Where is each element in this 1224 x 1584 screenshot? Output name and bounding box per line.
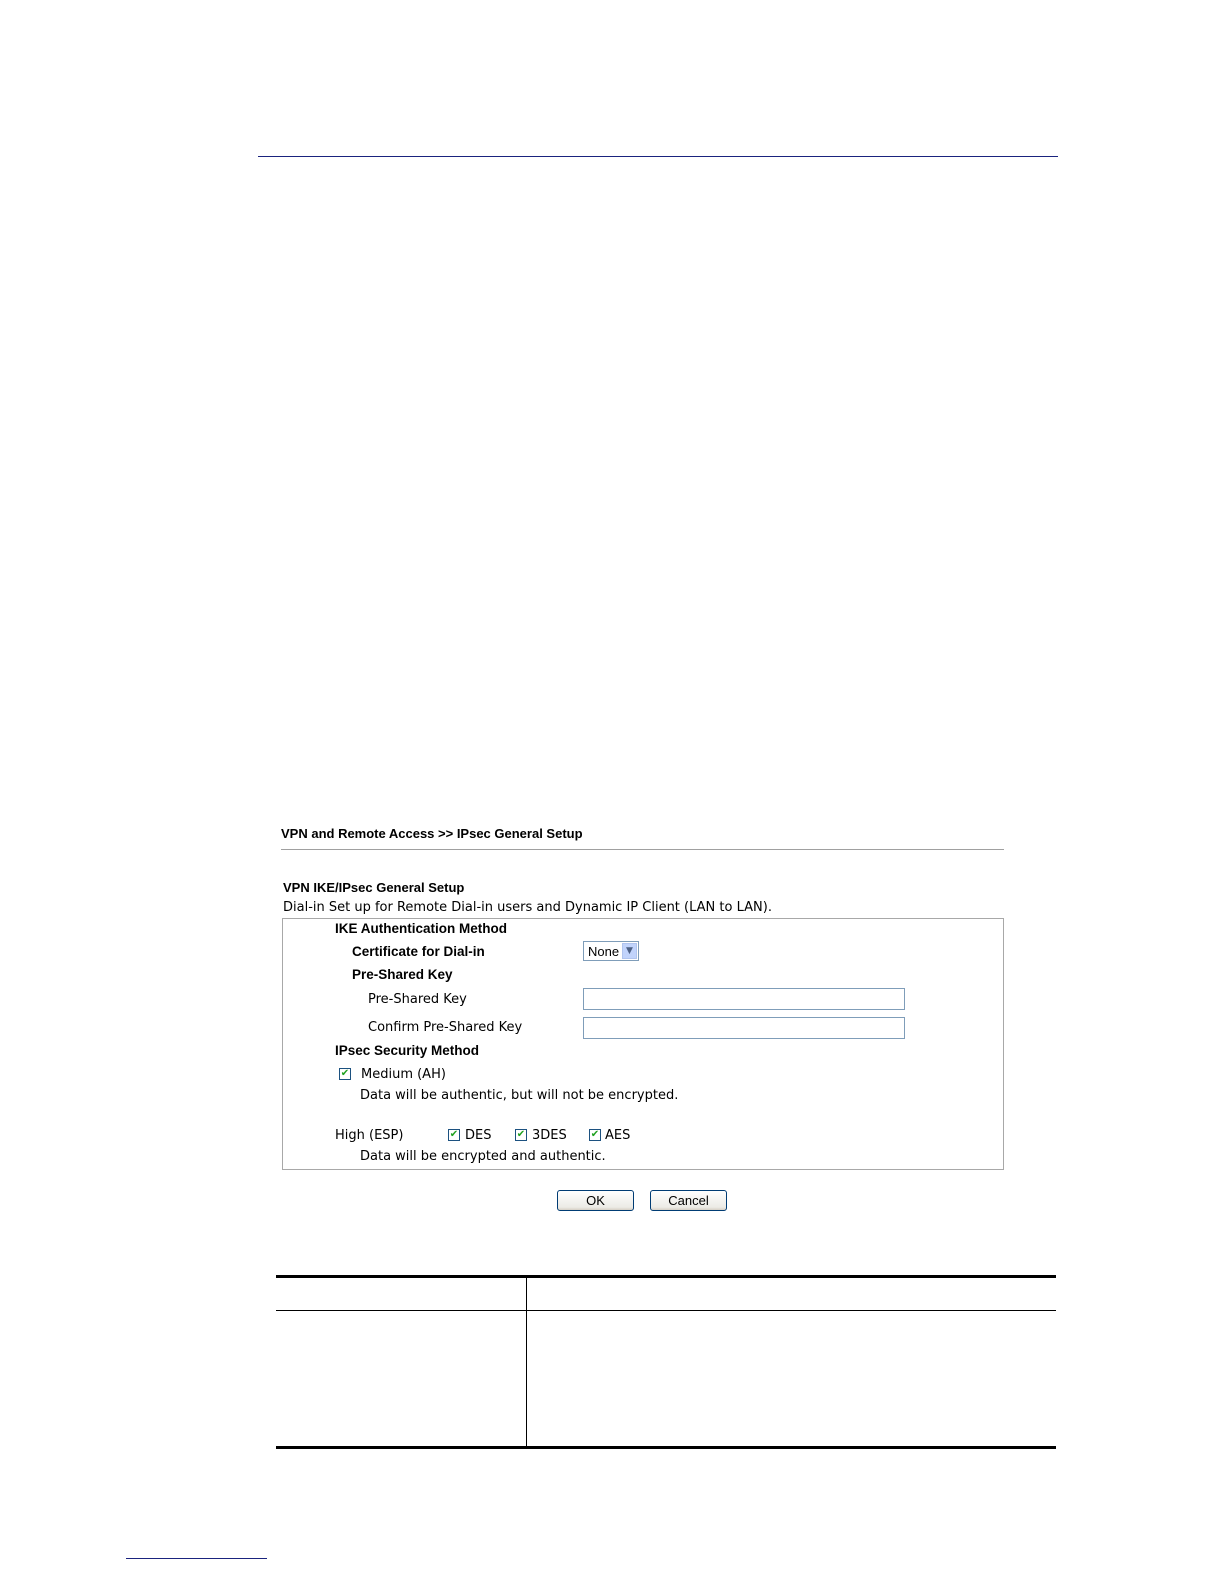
psk-heading: Pre-Shared Key	[352, 967, 453, 982]
3des-label: 3DES	[532, 1128, 567, 1143]
des-checkbox[interactable]	[448, 1129, 460, 1141]
3des-checkbox[interactable]	[515, 1129, 527, 1141]
medium-ah-label: Medium (AH)	[361, 1067, 446, 1082]
medium-ah-checkbox[interactable]	[339, 1068, 351, 1080]
ike-auth-heading: IKE Authentication Method	[335, 921, 507, 936]
table-top-rule	[276, 1275, 1056, 1278]
section-description: Dial-in Set up for Remote Dial-in users and Dynamic IP Client (LAN to LAN).	[283, 900, 772, 915]
breadcrumb: VPN and Remote Access >> IPsec General Setup	[281, 826, 583, 841]
certificate-label: Certificate for Dial-in	[352, 944, 485, 959]
confirm-psk-input[interactable]	[583, 1017, 905, 1039]
high-esp-description: Data will be encrypted and authentic.	[360, 1149, 606, 1164]
chevron-down-icon[interactable]: ▼	[622, 943, 637, 959]
section-title: VPN IKE/IPsec General Setup	[283, 880, 465, 895]
table-header-rule	[276, 1310, 1056, 1311]
check-icon: ✔	[516, 1129, 526, 1140]
settings-panel	[282, 918, 1004, 1170]
certificate-select-value: None	[588, 944, 620, 959]
footer-rule	[126, 1558, 267, 1559]
aes-label: AES	[605, 1128, 631, 1143]
table-column-divider	[526, 1277, 527, 1447]
medium-ah-description: Data will be authentic, but will not be encrypted.	[360, 1088, 679, 1103]
ipsec-method-heading: IPsec Security Method	[335, 1043, 480, 1058]
psk-label: Pre-Shared Key	[368, 992, 467, 1007]
des-label: DES	[465, 1128, 492, 1143]
cancel-button[interactable]: Cancel	[650, 1190, 727, 1211]
psk-input[interactable]	[583, 988, 905, 1010]
check-icon: ✔	[340, 1068, 350, 1079]
page-header-rule	[258, 156, 1058, 157]
check-icon: ✔	[590, 1129, 600, 1140]
certificate-select[interactable]	[583, 941, 639, 961]
breadcrumb-divider	[281, 849, 1004, 850]
table-bottom-rule	[276, 1446, 1056, 1449]
check-icon: ✔	[449, 1129, 459, 1140]
high-esp-label: High (ESP)	[335, 1128, 404, 1143]
confirm-psk-label: Confirm Pre-Shared Key	[368, 1020, 523, 1035]
aes-checkbox[interactable]	[589, 1129, 601, 1141]
ok-button[interactable]: OK	[557, 1190, 634, 1211]
